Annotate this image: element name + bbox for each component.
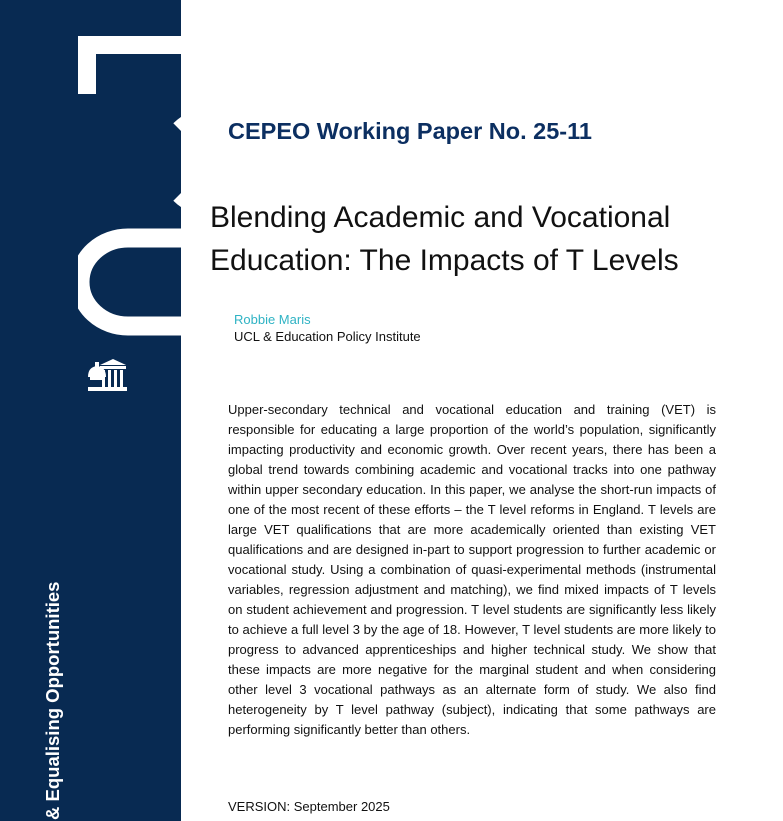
paper-title-line1: Blending Academic and Vocational bbox=[210, 201, 671, 234]
paper-title bbox=[210, 196, 770, 282]
version-label: VERSION: September 2025 bbox=[228, 799, 390, 814]
abstract-text: Upper-secondary technical and vocational education and training (VET) is responsible for educating a large proportion of the world’s population, significantly impacting productivity and economic growth. Over recent years, there has been a global trend towards combining academic and vocational tracks into one pathway within upper secondary education. In this paper, we analyse the short-run impacts of one of the most recent of these efforts – the T level reforms in England. T levels are large VET qualifications that are more academically oriented than existing VET qualifications and are designed in-part to support progression to further academic or vocational study. Using a combination of quasi-experimental methods (instrumental variables, regression adjustment and matching), we find mixed impacts of T levels on student achievement and progression. T level students are significantly less likely to achieve a full level 3 by the age of 18. However, T level students are more likely to progress to advanced apprenticeships and higher technical study. We show that these impacts are more negative for the marginal student and when considering other level 3 vocational pathways as an alternate form of study. We also find heterogeneity by T level pathway (subject), indicating that some pathways are performing significantly better than others. bbox=[228, 402, 716, 737]
author-name: Robbie Maris bbox=[234, 312, 311, 327]
ucl-logo bbox=[78, 30, 182, 340]
paper-title-line2: Education: The Impacts of T Levels bbox=[210, 244, 679, 277]
sidebar-caption: & Equalising Opportunities bbox=[42, 581, 63, 820]
author-affiliation: UCL & Education Policy Institute bbox=[234, 329, 421, 344]
portico-icon bbox=[86, 357, 128, 393]
sidebar bbox=[0, 0, 181, 821]
series-title: CEPEO Working Paper No. 25-11 bbox=[228, 118, 592, 144]
